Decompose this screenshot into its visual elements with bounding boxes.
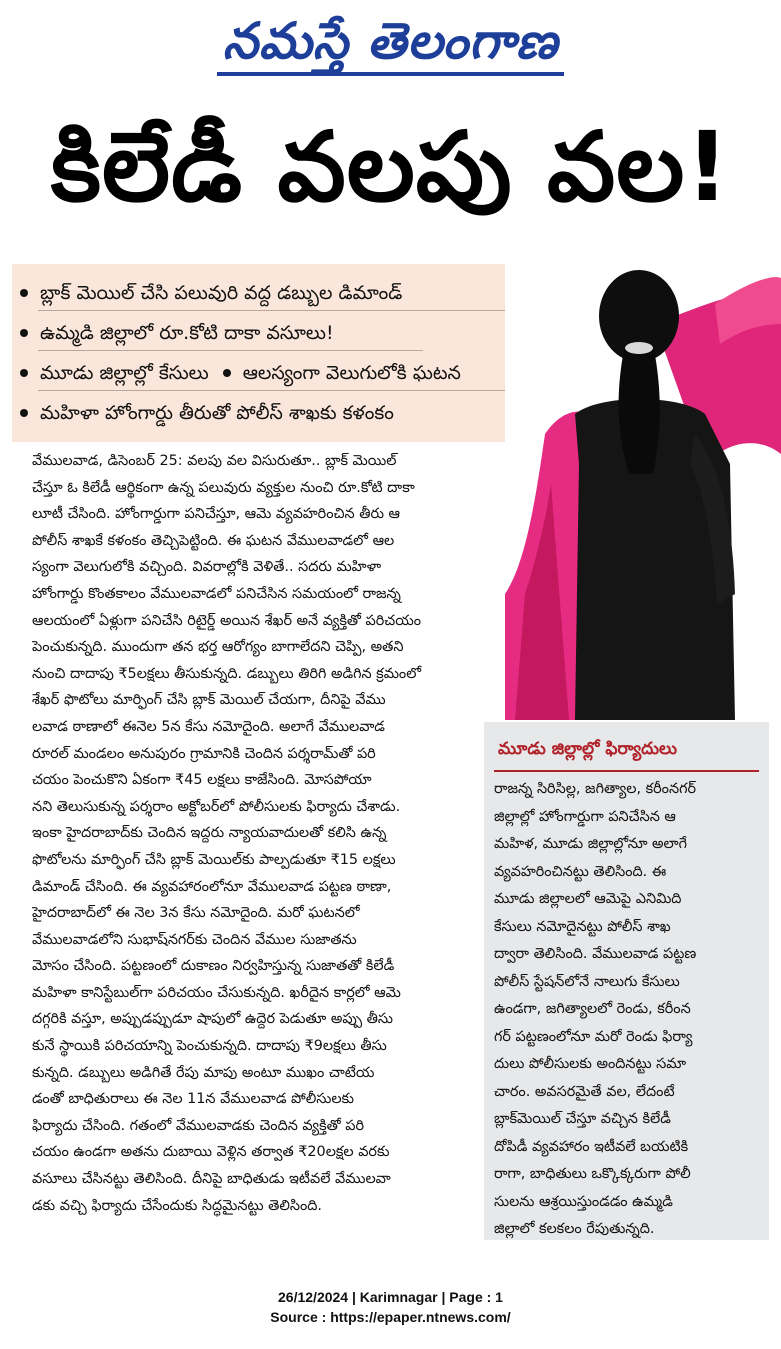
article-line: లవాడ ఠాణాలో ఈనెల 5న కేసు నమోదైంది. అలాగే వేములవాడ <box>32 718 385 735</box>
sidebar-title: మూడు జిల్లాల్లో ఫిర్యాదులు <box>498 739 677 759</box>
article-line: దగ్గరికి వస్తూ, అప్పుడప్పుడూ షాపులో ఉద్దెర పెడుతూ అప్పు తీసు <box>32 1011 393 1028</box>
article-line: మోసం చేసింది. పట్టణంలో దుకాణం నిర్వహిస్తున్న సుజాతతో కిలేడీ <box>32 958 395 975</box>
bullet-icon <box>20 329 28 337</box>
sidebar-line: ద్వారా తెలిసింది. వేములవాడ పట్టణ <box>494 946 697 962</box>
sidebar-line: బ్లాక్‌మెయిల్ చేస్తూ వచ్చిన కిలేడీ <box>494 1111 671 1127</box>
sidebar-line: చారం. అవసరమైతే వల, లేదంటే <box>494 1083 675 1100</box>
article-line: నని తెలుసుకున్న పర్శరాం అక్టోబర్‌లో పోలీసులకు ఫిర్యాదు చేశాడు. <box>32 798 401 815</box>
highlight-item <box>20 278 402 308</box>
sidebar-line: పోలీస్ స్టేషన్‌లోనే నాలుగు కేసులు <box>494 973 680 990</box>
highlight-text: మహిళా హోంగార్డు తీరుతో పోలీస్ శాఖకు కళంకం <box>40 402 394 424</box>
highlights-box <box>12 264 577 442</box>
sidebar-line: దులు పోలీసులకు అందినట్టు సమా <box>494 1056 687 1072</box>
article-line: మహిళా కానిస్టేబుల్‌గా పరిచయం చేసుకున్నది. ఖరీదైన కార్లలో ఆమె <box>32 984 401 1001</box>
sidebar-line: జిల్లాల్లో హోంగార్డుగా పనిచేసిన ఆ <box>494 808 676 825</box>
divider <box>38 390 578 391</box>
sidebar-box <box>484 722 769 1240</box>
article-line: స్యంగా వెలుగులోకి వచ్చింది. వివరాల్లోకి వెళితే.. సదరు మహిళా <box>32 559 382 576</box>
sidebar-line: కేసులు నమోదైనట్టు పోలీస్ శాఖ <box>494 918 671 935</box>
sidebar-line: ఉండగా, జగిత్యాలలో రెండు, కరీంన <box>494 1001 691 1017</box>
article-line: రూరల్ మండలం అనుపురం గ్రామానికి చెందిన పర్శరామ్‌తో పరి <box>32 745 376 762</box>
footer <box>0 1287 781 1327</box>
divider <box>38 310 508 311</box>
highlight-text: బ్లాక్ మెయిల్ చేసి పలువురి వద్ద డబ్బుల డిమాండ్ <box>40 282 403 304</box>
highlight-item <box>20 398 394 428</box>
article-line: నుంచి దాదాపు ₹5లక్షలు తీసుకున్నది. డబ్బులు తిరిగి అడిగిన క్రమంలో <box>32 665 422 682</box>
footer-edition-info: 26/12/2024 | Karimnagar | Page : 1 <box>278 1289 503 1305</box>
sidebar-title-divider <box>494 770 759 772</box>
article-line: చయం పెంచుకొని ఏకంగా ₹45 లక్షలు కాజేసింది. మోసపోయా <box>32 772 372 789</box>
sidebar-line: గర్ పట్టణంలోనూ మరో రెండు ఫిర్యా <box>494 1028 693 1045</box>
article-line: లూటీ చేసింది. హోంగార్డుగా పనిచేస్తూ, ఆమె వ్యవహరించిన తీరు ఆ <box>32 506 401 523</box>
article-line: హైదరాబాద్‌లో ఈ నెల 3న కేసు నమోదైంది. మరో ఘటనలో <box>32 905 360 922</box>
article-line: ఆలయంలో ఏళ్లుగా పనిచేసి రిటైర్డ్ అయిన శేఖర్ అనే వ్యక్తితో పరిచయం <box>32 612 422 629</box>
article-body <box>32 448 510 1219</box>
bullet-icon <box>20 369 28 377</box>
sidebar-line: మహిళ, మూడు జిల్లాల్లోనూ అలాగే <box>494 836 688 852</box>
divider <box>38 350 423 351</box>
article-line: కున్నది. డబ్బులు అడిగితే రేపు మాపు అంటూ ముఖం చాటేయ <box>32 1064 375 1081</box>
bullet-icon <box>20 289 28 297</box>
highlight-text: ఆలస్యంగా వెలుగులోకి ఘటన <box>242 362 461 384</box>
article-line: హోంగార్డు కొంతకాలం వేములవాడలో పనిచేసిన సమయంలో రాజన్న <box>32 585 401 602</box>
bullet-icon <box>20 409 28 417</box>
article-line: ఇంకా హైదరాబాద్‌కు చెందిన ఇద్దరు న్యాయవాదులతో కలిసి ఉన్న <box>32 825 387 842</box>
article-line: ఫిర్యాదు చేసింది. గతంలో వేములవాడకు చెందిన వ్యక్తితో పరి <box>32 1117 364 1134</box>
footer-source: Source : https://epaper.ntnews.com/ <box>270 1309 511 1325</box>
sidebar-line: సులను ఆశ్రయిస్తుండడం ఉమ్మడి <box>494 1193 673 1210</box>
article-line: ఫొటోలను మార్ఫింగ్ చేసి బ్లాక్ మెయిల్‌కు పాల్పడుతూ ₹15 లక్షలు <box>32 851 396 868</box>
article-line: చయం ఉండగా అతను దుబాయి వెళ్లిన తర్వాత ₹20లక్షల వరకు <box>32 1144 390 1161</box>
article-line: డిమాండ్ చేసింది. ఈ వ్యవహారంలోనూ వేములవాడ పట్టణ ఠాణా, <box>32 878 392 895</box>
article-line: డంతో బాధితురాలు ఈ నెల 11న వేములవాడ పోలీసులకు <box>32 1091 355 1108</box>
sidebar-body <box>494 776 762 1244</box>
article-line: డకు వచ్చి ఫిర్యాదు చేసేందుకు సిద్ధమైనట్టు తెలిసింది. <box>32 1197 323 1214</box>
article-line: వేములవాడలోని సుభాష్‌నగర్‌కు చెందిన వేముల సుజాతను <box>32 931 357 948</box>
highlight-item <box>20 358 461 388</box>
sidebar-line: రాజన్న సిరిసిల్ల, జగిత్యాల, కరీంనగర్ <box>494 781 696 797</box>
article-line: చేస్తూ ఓ కిలేడీ ఆర్థికంగా ఉన్న పలువురు వ్యక్తుల నుంచి రూ.కోటి దాకా <box>32 479 415 496</box>
article-line: వసూలు చేసినట్టు తెలిసింది. దీనిపై బాధితుడు ఇటీవలే వేములవా <box>32 1171 391 1188</box>
article-line: వేములవాడ, డిసెంబర్ 25: వలపు వల విసురుతూ.. బ్లాక్ మెయిల్ <box>32 453 397 469</box>
article-line: శేఖర్ ఫొటోలు మార్ఫింగ్ చేసి బ్లాక్ మెయిల్ చేయగా, దీనిపై వేము <box>32 692 386 709</box>
newspaper-logo: నమస్తే తెలంగాణ <box>217 10 565 76</box>
sidebar-line: వ్యవహరించినట్టు తెలిసింది. ఈ <box>494 863 667 880</box>
highlight-text: మూడు జిల్లాల్లో కేసులు <box>40 362 209 384</box>
masthead <box>0 0 781 84</box>
highlight-text: ఉమ్మడి జిల్లాలో రూ.కోటి దాకా వసూలు! <box>40 322 334 344</box>
article-line: పోలీస్ శాఖకే కళంకం తెచ్చిపెట్టింది. ఈ ఘటన వేములవాడలో ఆల <box>32 532 395 549</box>
woman-silhouette-image <box>505 264 781 720</box>
highlight-item <box>20 318 334 348</box>
sidebar-line: మూడు జిల్లాలలో ఆమెపై ఎనిమిది <box>494 891 682 907</box>
article-photo <box>505 264 781 720</box>
sidebar-line: జిల్లాలో కలకలం రేపుతున్నది. <box>494 1221 655 1237</box>
sidebar-line: రాగా, బాధితులు ఒక్కొక్కరుగా పోలీ <box>494 1166 691 1182</box>
bullet-icon <box>223 369 231 377</box>
article-line: కునే స్థాయికి పరిచయాన్ని పెంచుకున్నది. దాదాపు ₹9లక్షలు తీసు <box>32 1038 387 1055</box>
article-line: పెంచుకున్నది. ముందుగా తన భర్త ఆరోగ్యం బాగాలేదని చెప్పి, అతని <box>32 639 404 656</box>
headline: కిలేడీ వలపు వల! <box>50 111 731 223</box>
sidebar-line: దోపిడీ వ్యవహారం ఇటీవలే బయటికి <box>494 1138 689 1155</box>
